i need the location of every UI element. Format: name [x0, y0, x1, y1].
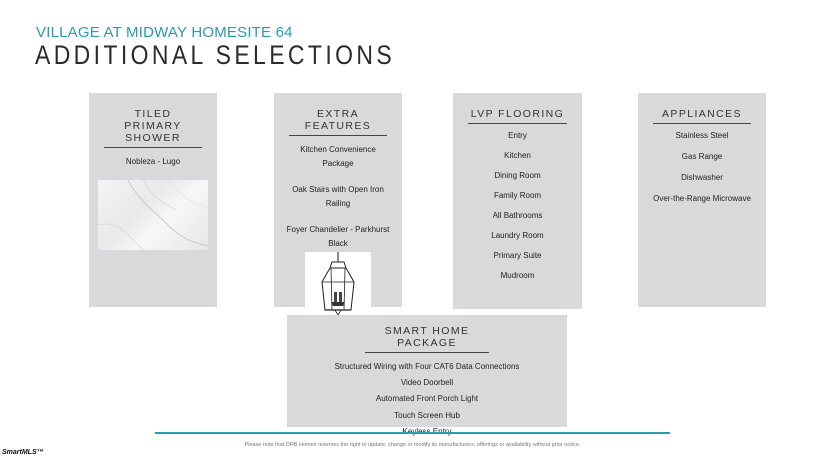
list-item: Laundry Room [491, 231, 544, 240]
page-title: ADDITIONAL SELECTIONS [35, 40, 396, 70]
card-lvp-flooring [453, 93, 582, 309]
card-heading: SMART HOME PACKAGE [365, 325, 488, 353]
footer-disclaimer: Please note that DRB Homes reserves the right to update, change or modify its manufacturers, offerings or availability without prior notice. [244, 442, 581, 448]
list-item: Dishwasher [681, 173, 723, 182]
page-subtitle: VILLAGE AT MIDWAY HOMESITE 64 [36, 24, 293, 41]
list-item: Gas Range [681, 152, 723, 161]
list-item: Kitchen Convenience Package [300, 145, 376, 168]
list-item: Oak Stairs with Open Iron Railing [292, 185, 384, 208]
list-item: Stainless Steel [675, 131, 729, 140]
list-item: Automated Front Porch Light [375, 394, 479, 404]
list-item: Structured Wiring with Four CAT6 Data Connections [334, 362, 520, 371]
card-heading: TILED PRIMARY SHOWER [104, 108, 201, 148]
list-item: Entry [508, 131, 527, 140]
list-item: Dining Room [494, 171, 541, 180]
list-item: All Bathrooms [492, 211, 543, 220]
card-appliances [638, 93, 766, 307]
list-item: Touch Screen Hub [394, 410, 460, 420]
card-smart-home-package [287, 315, 567, 427]
list-item: Over-the-Range Microwave [653, 194, 751, 203]
list-item: Primary Suite [493, 251, 542, 260]
card-heading: LVP FLOORING [468, 108, 566, 124]
card-heading: EXTRA FEATURES [289, 108, 386, 136]
list-item: Nobleza - Lugo [125, 157, 181, 166]
card-extra-features [274, 93, 402, 307]
card-heading: APPLIANCES [653, 108, 750, 124]
list-item: Mudroom [500, 271, 535, 280]
list-item: Foyer Chandelier - Parkhurst Black [286, 225, 390, 248]
marble-tile-swatch-image [98, 180, 208, 250]
smartmls-logo: SmartMLS™ [2, 449, 44, 456]
list-item: Kitchen [504, 151, 531, 160]
list-item: Video Doorbell [400, 378, 454, 388]
footer-divider [155, 432, 670, 434]
card-tiled-primary-shower [89, 93, 217, 307]
chandelier-image [305, 252, 371, 319]
list-item: Family Room [493, 191, 542, 200]
